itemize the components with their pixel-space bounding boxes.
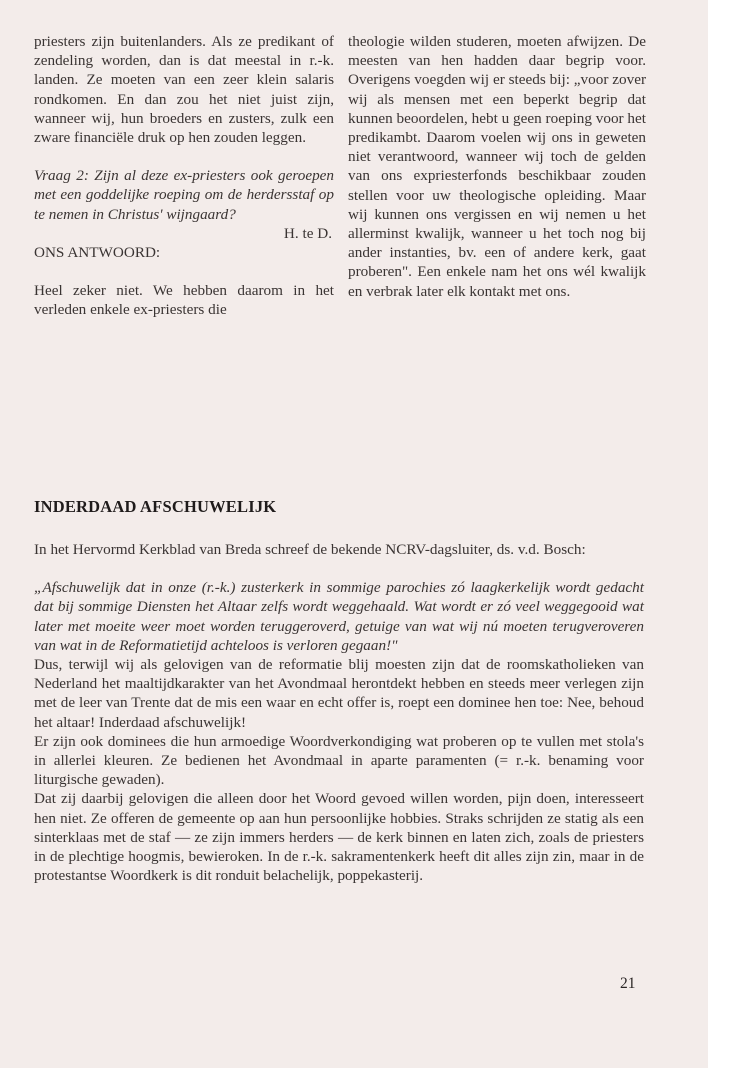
article-paragraph-3: Dat zij daarbij gelovigen die alleen door het Woord gevoed willen worden, pijn doen, interesseert hen niet. Ze offeren de gemeente op aan hun persoonlijke hobbies. Straks schrijden ze statig als een sinterklaas met de staf — ze zijn immers herders — de kerk binnen en laten zich, zoals de priesters in de plechtige hoogmis, bewieroken. In de r.-k. sakramentenkerk heeft dit alles zijn zin, maar in de protestantse Woordkerk is dit ronduit belachelijk, poppekasterij.: [34, 790, 644, 885]
right-column: [348, 32, 646, 301]
article-body: [34, 540, 644, 885]
reader-question: Vraag 2: Zijn al deze ex-priesters ook geroepen met een goddelijke roeping om de herdersstaf op te nemen in Christus' wijngaard?: [34, 167, 334, 223]
article-quote: „Afschuwelijk dat in onze (r.-k.) zusterkerk in sommige parochies zó laagkerkelijk wordt gedacht dat bij sommige Diensten het Altaar zelfs wordt weggehaald. Wat wordt er zó veel weggegooid wat later met moeite weer moet worden teruggeroverd, getuige van wat wij nú moeten terugveroveren van wat in de Reformatietijd achteloos is verloren gegaan!": [34, 579, 644, 654]
article-heading: INDERDAAD AFSCHUWELIJK: [34, 497, 277, 516]
question-signature: H. te D.: [283, 224, 332, 242]
article-paragraph-1: Dus, terwijl wij als gelovigen van de reformatie blij moesten zijn dat de roomskatholieken van Nederland het maaltijdkarakter van het Avondmaal herontdekt hebben en steeds meer verlegen zijn met de leer van Trente dat de mis een waar en echt offer is, roept een dominee hen toe: Nee, behoud het altaar! Inderdaad afschuwelijk!: [34, 656, 644, 731]
left-column: [34, 32, 334, 320]
right-paragraph-1: theologie wilden studeren, moeten afwijzen. De meesten van hen hadden daar begrip voor. Overigens voegden wij er steeds bij: „voor zover wij als mensen met een beperkt begrip dat kunnen beoordelen, hebt u geen roeping voor het predikambt. Daarom voelen wij ons in geweten niet verantwoord, wanneer wij toch de gelden van ons expriesterfonds beschikbaar zouden stellen voor uw theologische opleiding. Maar wij kunnen ons vergissen en wij nemen u het allerminst kwalijk, wanneer u het toch nog bij ander instanties, bv. een of andere kerk, gaat proberen". Een enkele nam het ons wél kwalijk en verbrak later elk kontakt met ons.: [348, 33, 646, 300]
answer-label: ONS ANTWOORD:: [34, 244, 161, 262]
article-intro: In het Hervormd Kerkblad van Breda schreef de bekende NCRV-dagsluiter, ds. v.d. Bosch:: [34, 541, 586, 558]
left-paragraph-2: Heel zeker niet. We hebben daarom in het verleden enkele ex-priesters die: [34, 282, 334, 319]
page-number: 21: [620, 975, 636, 992]
article-paragraph-2: Er zijn ook dominees die hun armoedige Woordverkondiging wat proberen op te vullen met stola's in allerlei kleuren. Ze bedienen het Avondmaal in aparte paramenten (= r.-k. benaming voor liturgische gewaden).: [34, 732, 644, 789]
left-paragraph-1: priesters zijn buitenlanders. Als ze predikant of zendeling worden, dan is dat meestal in r.-k. landen. Ze moeten van een zeer klein salaris rondkomen. En dan zou het niet juist zijn, wanneer wij, hun broeders en zusters, zulk een zware financiële druk op hen zouden leggen.: [34, 33, 334, 147]
